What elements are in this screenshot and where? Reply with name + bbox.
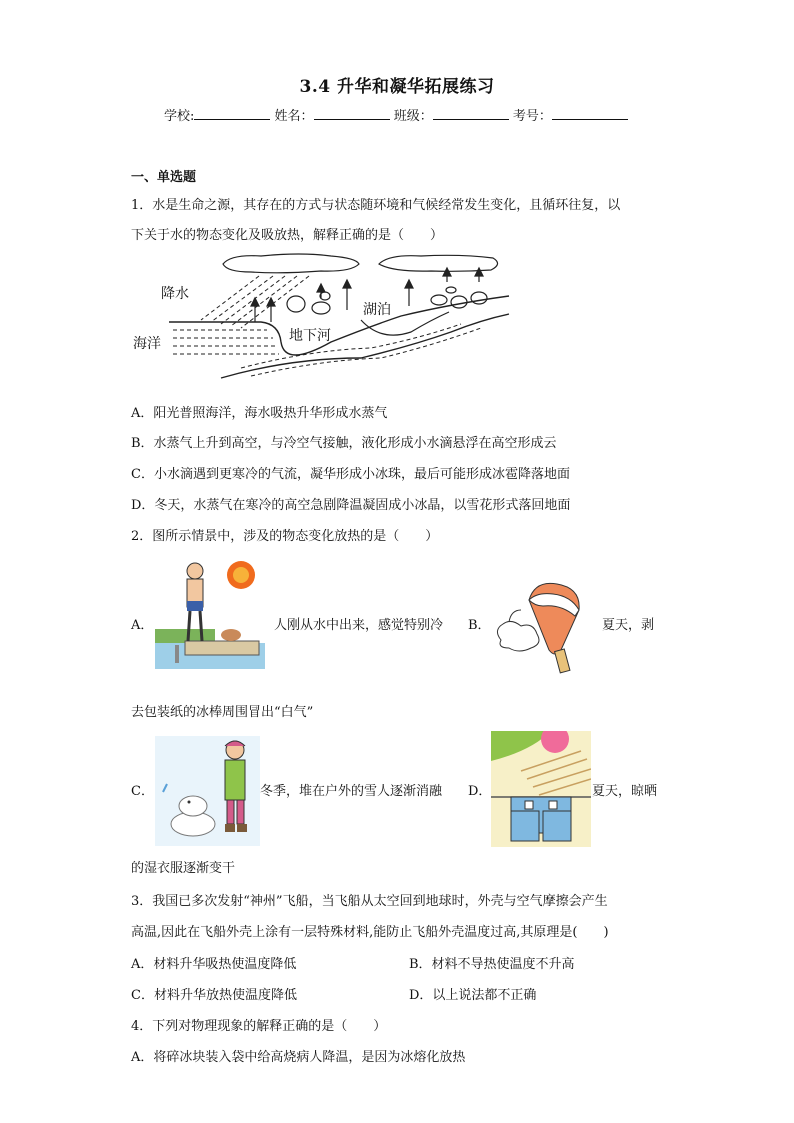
school-label: 学校: <box>164 109 195 124</box>
q2-stem: 2．图所示情景中，涉及的物态变化放热的是（ ） <box>131 529 439 544</box>
student-info-line <box>164 105 628 124</box>
number-label: 考号： <box>512 109 552 124</box>
q2-option-d-continued: 的湿衣服逐渐变干 <box>131 861 236 876</box>
q2-option-b-text: 夏天，剥 <box>602 618 655 633</box>
q3-option-b[interactable]: B．材料不导热使温度不升高 <box>409 957 575 972</box>
q3-option-c[interactable]: C．材料升华放热使温度降低 <box>131 988 297 1003</box>
q1-option-b[interactable]: B．水蒸气上升到高空，与冷空气接触，液化形成小水滴悬浮在高空形成云 <box>131 436 557 451</box>
label-ocean: 海洋 <box>133 335 161 351</box>
name-blank[interactable] <box>314 106 390 120</box>
q3-stem-line2: 高温,因此在飞船外壳上涂有一层特殊材料,能防止飞船外壳温度过高,其原理是( ) <box>131 925 609 940</box>
label-rain: 降水 <box>161 285 189 301</box>
swimmer-image <box>155 557 265 669</box>
q1-option-c[interactable]: C．小水滴遇到更寒冷的气流，凝华形成小冰珠，最后可能形成冰雹降落地面 <box>131 467 570 482</box>
popsicle-image <box>491 570 601 674</box>
label-river: 地下河 <box>289 327 331 343</box>
name-label: 姓名： <box>274 109 314 124</box>
q2-option-b-label[interactable]: B． <box>468 618 491 633</box>
q1-option-d[interactable]: D．冬天，水蒸气在寒冷的高空急剧降温凝固成小冰晶，以雪花形式落回地面 <box>131 498 571 513</box>
q2-option-d-text: 夏天，晾晒 <box>592 784 658 799</box>
page-title: 3.4 升华和凝华拓展练习 <box>299 77 495 97</box>
class-blank[interactable] <box>433 106 509 120</box>
section-heading: 一、单选题 <box>131 170 197 185</box>
drying-clothes-image <box>491 731 591 847</box>
number-blank[interactable] <box>552 106 628 120</box>
q4-stem: 4．下列对物理现象的解释正确的是（ ） <box>131 1019 387 1034</box>
snowman-image <box>155 736 260 846</box>
q2-option-c-label[interactable]: C． <box>131 784 154 799</box>
q1-stem-line2: 下关于水的物态变化及吸放热，解释正确的是（ ） <box>131 228 444 243</box>
class-label: 班级： <box>393 109 433 124</box>
q1-option-a[interactable]: A．阳光普照海洋，海水吸热升华形成水蒸气 <box>131 406 388 421</box>
school-blank[interactable] <box>194 106 270 120</box>
q1-stem-line1: 1．水是生命之源，其存在的方式与状态随环境和气候经常发生变化，且循环往复，以 <box>131 198 621 213</box>
q2-option-a-label[interactable]: A． <box>131 618 154 633</box>
water-cycle-figure <box>131 250 511 390</box>
q2-option-b-continued: 去包装纸的冰棒周围冒出“白气” <box>131 705 314 720</box>
q3-stem-line1: 3．我国已多次发射“神州”飞船，当飞船从太空回到地球时，外壳与空气摩擦会产生 <box>131 894 608 909</box>
q3-option-d[interactable]: D．以上说法都不正确 <box>409 988 537 1003</box>
q4-option-a[interactable]: A．将碎冰块装入袋中给高烧病人降温，是因为冰熔化放热 <box>131 1050 466 1065</box>
q2-option-d-label[interactable]: D． <box>468 784 492 799</box>
q2-option-c-text: 冬季，堆在户外的雪人逐渐消融 <box>260 784 443 799</box>
q3-option-a[interactable]: A．材料升华吸热使温度降低 <box>131 957 297 972</box>
label-lake: 湖泊 <box>363 301 391 317</box>
q2-option-a-text: 人刚从水中出来，感觉特别冷 <box>274 618 444 633</box>
